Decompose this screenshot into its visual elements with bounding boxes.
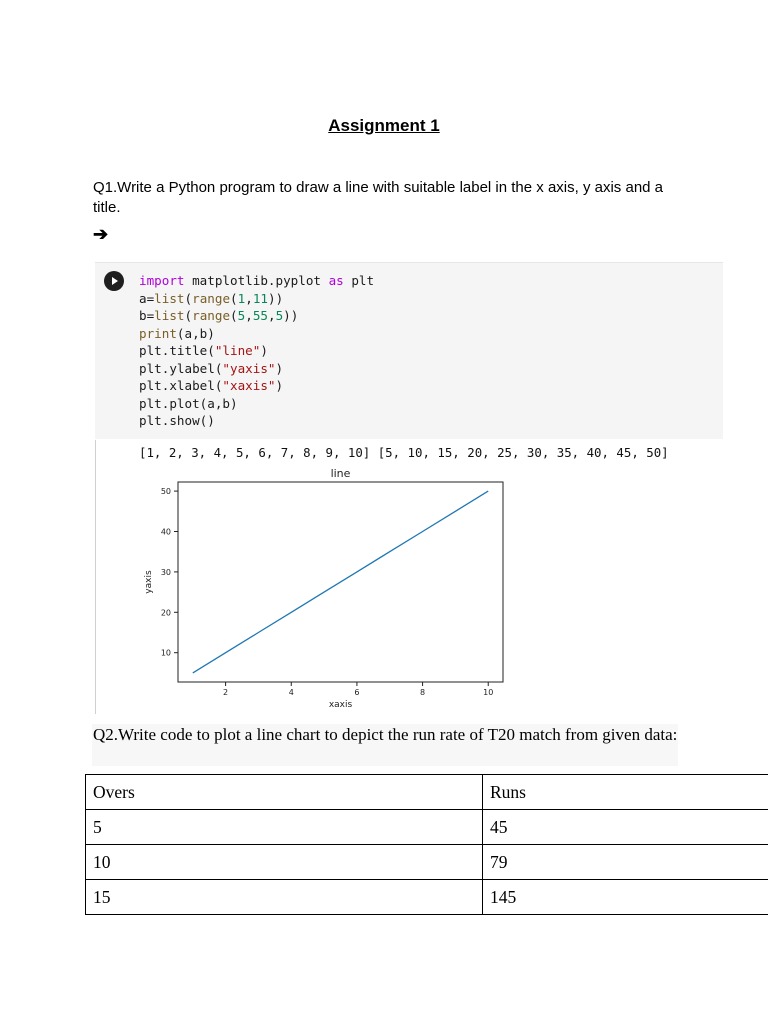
code-token: a= [139,290,155,306]
code-line [139,377,374,395]
output-divider [95,440,96,714]
table-row [86,845,768,880]
code-token: range [192,308,231,323]
code-token: )) [267,290,284,306]
code-token: plt.show() [139,413,215,428]
table-row [86,810,768,845]
table-cell: 10 [86,845,483,880]
table-cell: 79 [483,845,768,880]
table-cell: 15 [86,880,483,915]
question-2-text: Q2.Write code to plot a line chart to depict the run rate of T20 match from given data: [92,724,678,766]
code-token: list [154,290,185,306]
y-tick-label: 10 [160,648,171,658]
x-tick-label: 8 [420,688,426,697]
code-token: ( [184,290,193,306]
code-token: ( [184,308,193,323]
code-line [139,290,374,308]
code-token: b= [139,308,155,323]
code-token: 1 [237,290,246,306]
x-tick-label: 10 [483,688,494,697]
code-token: 55 [252,308,268,323]
x-tick-label: 4 [288,688,294,697]
y-axis-label: yaxis [144,570,154,594]
code-token: , [245,290,253,306]
table-header-cell: Overs [86,775,483,810]
cell-output-text: [1, 2, 3, 4, 5, 6, 7, 8, 9, 10] [5, 10, 15, 20, 25, 30, 35, 40, 45, 50] [139,445,669,460]
x-tick-label: 6 [354,688,360,697]
code-token: )) [283,308,299,323]
code-line [139,272,374,290]
document-title: Assignment 1 [328,116,440,135]
code-token: list [154,308,185,323]
x-tick-label: 2 [223,688,229,697]
code-line [139,325,374,343]
code-token: plt.title( [139,343,215,358]
arrow-icon: ➔ [93,224,109,244]
code-line [139,395,374,413]
code-token: range [192,290,231,306]
code-token: matplotlib.pyplot [184,273,329,288]
code-token: plt.xlabel( [139,378,223,393]
code-token: import [139,273,185,288]
code-token: , [267,308,276,323]
code-token: plt [343,273,375,288]
code-token: ) [275,378,284,393]
code-token: 5 [275,308,284,323]
runs-table [85,774,768,915]
code-token: 5 [237,308,246,323]
code-line [139,342,374,360]
code-token: as [328,273,344,288]
y-tick-label: 30 [160,567,171,577]
table-cell: 145 [483,880,768,915]
table-cell: 45 [483,810,768,845]
code-token: "line" [214,343,261,358]
chart-title: line [330,467,351,480]
table-cell: 5 [86,810,483,845]
code-token: , [245,308,253,323]
table-header-row [86,775,768,810]
code-token: ( [230,308,238,323]
code-token: "yaxis" [222,360,276,376]
code-line [139,412,374,430]
code-token: ( [230,290,238,306]
table-row [86,880,768,915]
code-token: (a,b) [176,325,215,341]
y-tick-label: 50 [160,487,171,497]
question-1-text: Q1.Write a Python program to draw a line with suitable label in the x axis, y axis and a title. [93,179,664,216]
code-token: 11 [252,290,268,306]
code-token: plt.ylabel( [139,360,223,376]
line-chart [135,462,515,712]
code-token: "xaxis" [222,378,276,393]
run-cell-button[interactable] [104,271,124,291]
code-token: ) [275,360,284,376]
y-tick-label: 20 [160,608,171,618]
y-tick-label: 40 [160,527,171,537]
code-token: plt.plot(a,b) [139,395,238,411]
table-header-cell: Runs [483,775,768,810]
code-token: ) [260,343,268,358]
code-line [139,307,374,325]
code-line [139,360,374,378]
x-axis-label: xaxis [328,700,353,710]
code-block [139,272,374,430]
code-token: print [139,325,177,341]
